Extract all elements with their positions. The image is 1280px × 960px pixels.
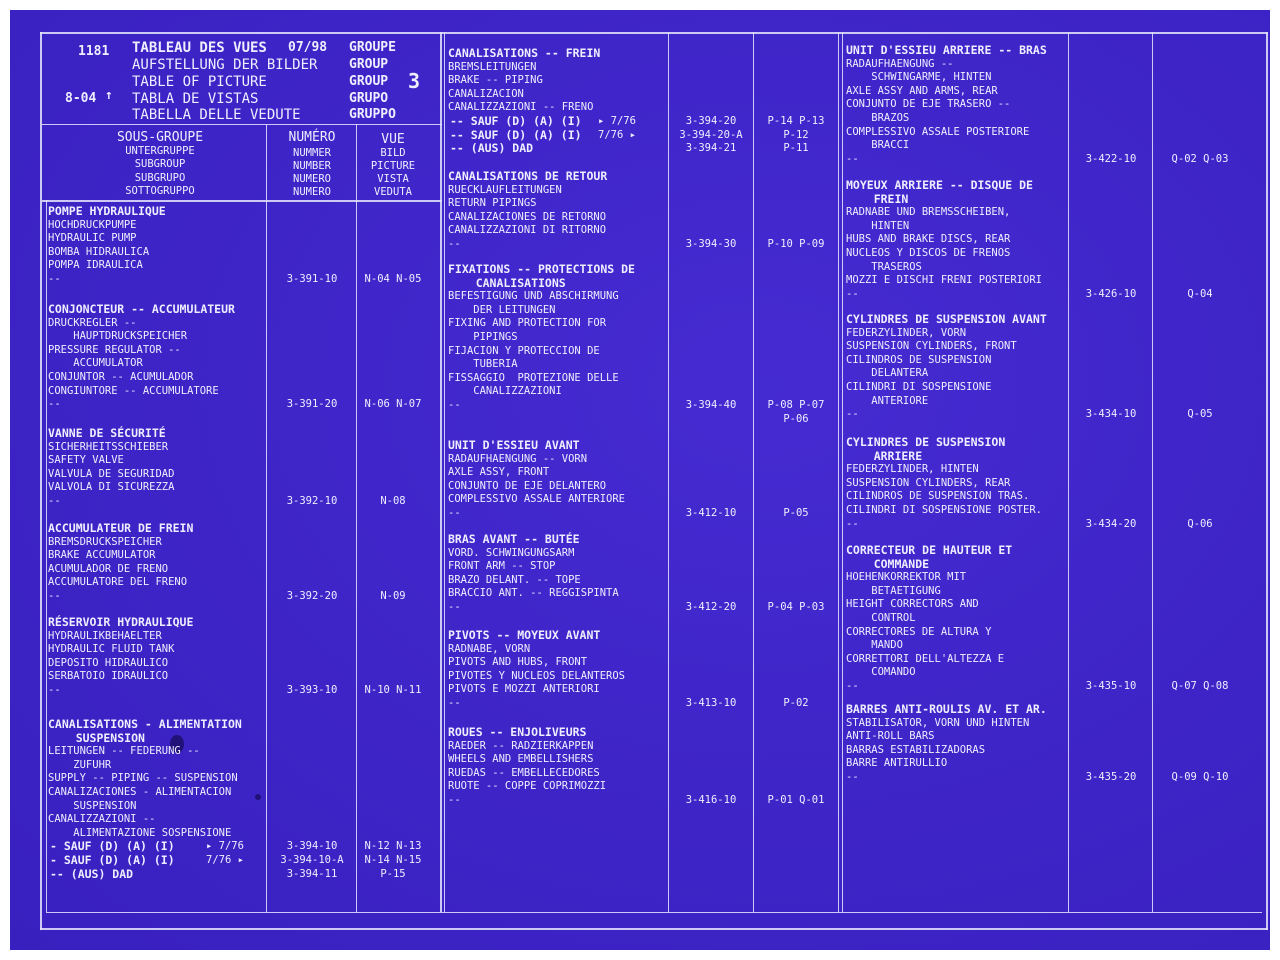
subgroup-line: MANDO — [846, 639, 903, 652]
subgroup-line: -- — [448, 697, 461, 709]
subgroup-line: RETURN PIPINGS — [448, 197, 537, 210]
variant-label: - SAUF (D) (A) (I) — [50, 839, 175, 854]
subgroup-line: VALVOLA DI SICUREZZA — [48, 481, 175, 494]
panel-divider-1 — [440, 32, 442, 912]
subgroup-line: CANALIZZAZIONI DI RITORNO — [448, 224, 607, 237]
subgroup-line: SUSPENSION — [48, 799, 137, 812]
subgroup-line: BRACCI — [846, 139, 910, 152]
group-label-es: GRUPO — [349, 91, 389, 106]
part-number: 3-392-10 — [286, 495, 338, 507]
subgroup-line: PIVOTS E MOZZI ANTERIORI — [448, 683, 600, 696]
subgroup-line: BARRAS ESTABILIZADORAS — [846, 743, 986, 756]
view-ref: P-06 — [783, 412, 809, 425]
view-ref: Q-07 Q-08 — [1171, 680, 1229, 692]
subgroup-title: CANALISATIONS DE RETOUR — [448, 169, 608, 183]
subgroup-title: RÉSERVOIR HYDRAULIQUE — [48, 615, 194, 629]
subgroup-line: BEFESTIGUNG UND ABSCHIRMUNG — [448, 290, 619, 303]
subgroup-line: CONGIUNTORE -- ACCUMULATORE — [48, 384, 219, 397]
header-code: 1181 — [78, 44, 110, 59]
colhead-view-en: PICTURE — [370, 160, 416, 172]
subgroup-line: -- — [48, 590, 61, 602]
view-ref: P-10 P-09 — [767, 238, 825, 250]
subgroup-line: FRONT ARM -- STOP — [448, 560, 556, 573]
subgroup-line: -- — [448, 238, 461, 250]
subgroup-line: VALVULA DE SEGURIDAD — [48, 467, 175, 480]
subgroup-line: BOMBA HIDRAULICA — [48, 245, 150, 258]
subgroup-line: HINTEN — [846, 219, 910, 232]
part-number: 3-394-30 — [685, 238, 737, 250]
subgroup-line: HOEHENKORREKTOR MIT — [846, 571, 967, 584]
col-divider-3b — [1152, 32, 1153, 912]
parts-index-sheet — [10, 10, 1270, 950]
subgroup-title: CANALISATIONS - ALIMENTATION — [48, 717, 242, 731]
view-ref: P-11 — [783, 142, 809, 155]
part-number: 3-394-10-A — [280, 854, 344, 866]
subgroup-line: FIXING AND PROTECTION FOR — [448, 317, 607, 330]
subgroup-line: BARRE ANTIRULLIO — [846, 757, 948, 770]
subgroup-line: DRUCKREGLER -- — [48, 316, 137, 329]
part-number: 3-394-20 — [685, 115, 737, 127]
subgroup-line: BRAZOS — [846, 112, 910, 124]
subgroup-line: -- — [48, 684, 61, 696]
header-title-en: TABLE OF PICTURE — [132, 74, 267, 90]
subgroup-line: SCHWINGARME, HINTEN — [846, 71, 992, 84]
part-number: 3-412-10 — [685, 507, 737, 519]
subgroup-line: RUECKLAUFLEITUNGEN — [448, 183, 562, 196]
subgroup-line: FIJACION Y PROTECCION DE — [448, 344, 600, 357]
subgroup-line: POMPA IDRAULICA — [48, 259, 143, 272]
subgroup-line: SAFETY VALVE — [48, 454, 124, 467]
subgroup-line: BRACCIO ANT. -- REGGISPINTA — [448, 587, 619, 600]
subgroup-title: CANALISATIONS -- FREIN — [448, 46, 601, 60]
subgroup-line: -- — [448, 507, 461, 519]
subgroup-line: VORD. SCHWINGUNGSARM — [448, 546, 575, 559]
part-number: 3-434-10 — [1085, 408, 1137, 421]
subgroup-line: FISSAGGIO PROTEZIONE DELLE — [448, 371, 619, 384]
header-title-it: TABELLA DELLE VEDUTE — [132, 107, 301, 123]
frame-right — [1266, 32, 1268, 930]
subgroup-line: DER LEITUNGEN — [448, 303, 556, 316]
subgroup-title: UNIT D'ESSIEU AVANT — [448, 438, 580, 452]
subgroup-title: VANNE DE SÉCURITÉ — [48, 426, 166, 440]
subgroup-title: SUSPENSION — [48, 730, 145, 745]
subgroup-line: CANALIZZAZIONI -- — [48, 813, 156, 826]
subgroup-line: CILINDROS DE SUSPENSION — [846, 353, 992, 366]
subgroup-line: CORRETTORI DELL'ALTEZZA E — [846, 652, 1005, 665]
subgroup-line: CILINDROS DE SUSPENSION TRAS. — [846, 490, 1030, 503]
variant-label: -- SAUF (D) (A) (I) — [450, 127, 582, 142]
subgroup-line: COMANDO — [846, 666, 916, 679]
view-ref: N-08 — [380, 495, 406, 507]
subgroup-line: CONJUNTOR -- ACUMULADOR — [48, 371, 194, 383]
subgroup-line: HYDRAULIC PUMP — [48, 232, 137, 245]
header-title-de: AUFSTELLUNG DER BILDER — [132, 57, 318, 73]
subgroup-title: CANALISATIONS — [448, 275, 566, 290]
subgroup-line: PRESSURE REGULATOR -- — [48, 343, 181, 356]
subgroup-line: LEITUNGEN -- FEDERUNG -- — [48, 745, 200, 758]
subgroup-line: -- — [448, 794, 461, 806]
frame-top — [40, 32, 1268, 34]
subgroup-line: SICHERHEITSSCHIEBER — [48, 440, 169, 453]
subgroup-line: BREMSLEITUNGEN — [448, 60, 537, 73]
colhead-view-es: VISTA — [377, 173, 409, 185]
subgroup-line: BRAKE -- PIPING — [448, 74, 543, 87]
view-ref: N-14 N-15 — [364, 854, 422, 866]
subgroup-line: HUBS AND BRAKE DISCS, REAR — [846, 233, 1011, 246]
subgroup-title: CORRECTEUR DE HAUTEUR ET — [846, 543, 1013, 557]
view-ref: P-02 — [783, 697, 809, 709]
colhead-view-it: VEDUTA — [374, 186, 412, 198]
part-number: 3-391-20 — [286, 398, 338, 411]
subgroup-line: COMPLESSIVO ASSALE ANTERIORE — [448, 493, 626, 506]
subgroup-line: ACUMULADOR DE FRENO — [48, 562, 169, 575]
subgroup-line: CONTROL — [846, 612, 916, 624]
group-label-it: GRUPPO — [349, 107, 396, 122]
colhead-divider — [42, 200, 442, 202]
subgroup-line: RUOTE -- COPPE COPRIMOZZI — [448, 780, 607, 793]
subgroup-line: SUSPENSION CYLINDERS, REAR — [846, 476, 1011, 489]
subgroup-line: TUBERIA — [448, 358, 518, 371]
part-number: 3-394-21 — [685, 142, 737, 155]
subgroup-line: STABILISATOR, VORN UND HINTEN — [846, 716, 1030, 729]
colhead-subgroup-it: SOTTOGRUPPO — [125, 185, 195, 197]
subgroup-line: CONJUNTO DE EJE TRASERO -- — [846, 98, 1011, 111]
subgroup-line: ZUFUHR — [48, 758, 112, 771]
part-number: 3-392-20 — [286, 590, 338, 602]
subgroup-title: POMPE HYDRAULIQUE — [48, 204, 166, 218]
variant-label: -- (AUS) DAD — [450, 141, 534, 156]
view-ref: Q-06 — [1187, 517, 1213, 530]
subgroup-title: ACCUMULATEUR DE FREIN — [48, 521, 194, 535]
subgroup-line: BRAKE ACCUMULATOR — [48, 549, 156, 562]
subgroup-line: SUSPENSION CYLINDERS, FRONT — [846, 340, 1017, 353]
view-ref: N-10 N-11 — [364, 684, 422, 696]
panel-divider-2b — [842, 32, 843, 912]
subgroup-line: -- — [846, 287, 859, 300]
col-divider-1a — [266, 124, 267, 912]
subgroup-line: CILINDRI DI SOSPENSIONE — [846, 381, 992, 393]
subgroup-title: MOYEUX ARRIERE -- DISQUE DE — [846, 178, 1033, 192]
subgroup-line: RADAUFHAENGUNG -- VORN — [448, 452, 588, 465]
subgroup-line: AXLE ASSY, FRONT — [448, 466, 550, 479]
variant-date: 7/76 ▸ — [206, 854, 244, 866]
variant-date: 7/76 ▸ — [598, 128, 636, 141]
subgroup-line: SUPPLY -- PIPING -- SUSPENSION — [48, 772, 238, 785]
header-ref: 8-04 — [65, 91, 97, 106]
subgroup-line: DEPOSITO HIDRAULICO — [48, 656, 169, 669]
subgroup-line: -- — [448, 601, 461, 613]
subgroup-line: ACCUMULATOR — [48, 357, 143, 370]
subgroup-line: -- — [846, 152, 859, 165]
frame-bottom — [40, 928, 1268, 930]
subgroup-line: CILINDRI DI SOSPENSIONE POSTER. — [846, 504, 1042, 516]
colhead-subgroup-fr: SOUS-GROUPE — [116, 130, 204, 145]
col-divider-2b — [753, 32, 754, 912]
view-ref: Q-04 — [1187, 287, 1213, 300]
subgroup-line: HYDRAULIKBEHAELTER — [48, 629, 162, 642]
view-ref: P-05 — [783, 507, 809, 519]
view-ref: N-12 N-13 — [364, 840, 422, 853]
frame-left — [40, 32, 42, 930]
col-divider-2a — [668, 32, 669, 912]
colhead-number-it: NUMERO — [293, 186, 331, 198]
group-label-en: GROUP — [349, 74, 389, 89]
colhead-subgroup-en: SUBGROUP — [134, 158, 186, 170]
subgroup-title: CONJONCTEUR -- ACCUMULATEUR — [48, 302, 235, 316]
subgroup-title: COMMANDE — [846, 556, 930, 571]
view-ref: N-09 — [380, 590, 406, 602]
part-number: 3-413-10 — [685, 697, 737, 709]
subgroup-line: BETAETIGUNG — [846, 584, 941, 597]
header-title-fr: TABLEAU DES VUES — [132, 40, 267, 56]
subgroup-line: ANTI-ROLL BARS — [846, 730, 935, 743]
view-ref: P-08 P-07 — [767, 399, 825, 411]
subgroup-title: BARRES ANTI-ROULIS AV. ET AR. — [846, 702, 1047, 716]
subgroup-title: CYLINDRES DE SUSPENSION — [846, 435, 1006, 449]
group-label-fr: GROUPE — [349, 40, 396, 55]
view-ref: P-14 P-13 — [767, 115, 825, 127]
subgroup-title: FREIN — [846, 191, 909, 206]
subgroup-line: PIPINGS — [448, 331, 518, 343]
subgroup-line: -- — [48, 273, 61, 285]
subgroup-line: -- — [48, 398, 61, 411]
variant-label: - SAUF (D) (A) (I) — [50, 853, 175, 867]
group-label-de: GROUP — [349, 57, 389, 72]
part-number: 3-394-11 — [286, 867, 338, 880]
subgroup-title: PIVOTS -- MOYEUX AVANT — [448, 628, 601, 642]
subgroup-title: BRAS AVANT -- BUTÉE — [448, 532, 580, 546]
subgroup-line: NUCLEOS Y DISCOS DE FRENOS — [846, 247, 1011, 259]
part-number: 3-394-40 — [685, 399, 737, 411]
subgroup-line: ALIMENTAZIONE SOSPENSIONE — [48, 826, 232, 839]
subgroup-line: HAUPTDRUCKSPEICHER — [48, 330, 188, 343]
colhead-subgroup-es: SUBGRUPO — [134, 172, 186, 184]
panel-divider-2 — [838, 32, 839, 912]
view-ref: P-04 P-03 — [767, 601, 825, 613]
subgroup-line: BRAZO DELANT. -- TOPE — [448, 573, 581, 586]
subgroup-line: RUEDAS -- EMBELLECEDORES — [448, 766, 600, 779]
subgroup-line: CANALIZZAZIONI -- FRENO — [448, 101, 594, 114]
footer-line — [46, 912, 1262, 913]
part-number: 3-393-10 — [286, 684, 338, 696]
view-ref: Q-09 Q-10 — [1171, 771, 1229, 783]
subgroup-title: FIXATIONS -- PROTECTIONS DE — [448, 262, 635, 276]
view-ref: Q-05 — [1187, 408, 1213, 421]
subgroup-line: HOCHDRUCKPUMPE — [48, 218, 137, 231]
colhead-number-en: NUMBER — [293, 160, 331, 172]
subgroup-line: FEDERZYLINDER, HINTEN — [846, 463, 979, 476]
col-divider-1b — [356, 124, 357, 912]
panel-divider-1b — [444, 32, 445, 912]
colhead-view-fr: VUE — [381, 132, 405, 147]
colhead-number-es: NUMERO — [293, 173, 331, 185]
subgroup-line: -- — [846, 517, 859, 530]
subgroup-line: -- — [448, 399, 461, 411]
subgroup-line: DELANTERA — [846, 367, 929, 380]
part-number: 3-412-20 — [685, 601, 737, 613]
subgroup-line: RAEDER -- RADZIERKAPPEN — [448, 739, 594, 752]
col-divider-3a — [1068, 32, 1069, 912]
part-number: 3-422-10 — [1085, 152, 1137, 165]
subgroup-line: CONJUNTO DE EJE DELANTERO — [448, 479, 607, 492]
subgroup-line: HYDRAULIC FLUID TANK — [48, 643, 175, 656]
part-number: 3-434-20 — [1085, 517, 1137, 530]
ink-stain — [255, 794, 261, 800]
subgroup-line: -- — [846, 408, 859, 421]
subgroup-line: RADNABE, VORN — [448, 642, 531, 655]
view-ref: N-04 N-05 — [364, 273, 422, 285]
subgroup-line: PIVOTS AND HUBS, FRONT — [448, 656, 588, 669]
subgroup-title: ARRIERE — [846, 448, 923, 463]
view-ref: N-06 N-07 — [364, 398, 422, 411]
part-number: 3-426-10 — [1085, 287, 1137, 300]
subgroup-line: FEDERZYLINDER, VORN — [846, 326, 967, 339]
subgroup-line: CANALIZACIONES - ALIMENTACION — [48, 786, 232, 798]
subgroup-line: ACCUMULATORE DEL FRENO — [48, 576, 188, 589]
colhead-number-fr: NUMÉRO — [288, 130, 336, 145]
view-ref: P-15 — [380, 867, 406, 880]
subgroup-title: CYLINDRES DE SUSPENSION AVANT — [846, 312, 1047, 326]
part-number: 3-435-10 — [1085, 680, 1137, 692]
part-number: 3-435-20 — [1085, 771, 1137, 783]
subgroup-line: MOZZI E DISCHI FRENI POSTERIORI — [846, 274, 1042, 287]
subgroup-line: CANALIZACIONES DE RETORNO — [448, 210, 607, 223]
header-divider — [42, 124, 442, 125]
view-ref: P-01 Q-01 — [767, 794, 825, 806]
part-number: 3-416-10 — [685, 794, 737, 806]
variant-label: -- SAUF (D) (A) (I) — [450, 114, 582, 128]
part-number: 3-394-10 — [286, 840, 338, 853]
subgroup-line: -- — [48, 495, 61, 507]
subgroup-line: TRASEROS — [846, 260, 922, 273]
subgroup-title: UNIT D'ESSIEU ARRIERE -- BRAS — [846, 43, 1047, 57]
view-ref: P-12 — [783, 128, 809, 141]
colhead-number-de: NUMMER — [293, 147, 331, 159]
subgroup-line: WHEELS AND EMBELLISHERS — [448, 753, 594, 766]
subgroup-line: RADAUFHAENGUNG -- — [846, 57, 954, 70]
subgroup-line: -- — [846, 771, 859, 783]
part-number: 3-394-20-A — [679, 128, 743, 141]
header-date: 07/98 — [288, 40, 328, 55]
subgroup-line: COMPLESSIVO ASSALE POSTERIORE — [846, 125, 1030, 138]
header-title-es: TABLA DE VISTAS — [132, 91, 259, 107]
variant-date: ▸ 7/76 — [598, 115, 636, 127]
subgroup-line: CORRECTORES DE ALTURA Y — [846, 625, 992, 638]
subgroup-line: AXLE ASSY AND ARMS, REAR — [846, 84, 998, 97]
view-ref: Q-02 Q-03 — [1171, 152, 1229, 165]
subgroup-line: HEIGHT CORRECTORS AND — [846, 598, 979, 611]
variant-date: ▸ 7/76 — [206, 840, 244, 853]
subgroup-title: ROUES -- ENJOLIVEURS — [448, 725, 587, 739]
up-arrow-icon: ↑ — [105, 88, 113, 103]
subgroup-line: ANTERIORE — [846, 394, 929, 407]
colhead-subgroup-de: UNTERGRUPPE — [125, 145, 195, 157]
subgroup-line: CANALIZZAZIONI — [448, 385, 562, 398]
group-number: 3 — [408, 69, 421, 93]
frame-left-inner — [46, 200, 47, 912]
part-number: 3-391-10 — [286, 273, 338, 285]
colhead-view-de: BILD — [380, 147, 406, 159]
variant-label: -- (AUS) DAD — [50, 866, 134, 881]
subgroup-line: -- — [846, 680, 859, 692]
subgroup-line: RADNABE UND BREMSSCHEIBEN, — [846, 206, 1011, 219]
subgroup-line: BREMSDRUCKSPEICHER — [48, 535, 162, 548]
subgroup-line: CANALIZACION — [448, 87, 524, 100]
subgroup-line: PIVOTES Y NUCLEOS DELANTEROS — [448, 669, 626, 682]
subgroup-line: SERBATOIO IDRAULICO — [48, 670, 169, 683]
